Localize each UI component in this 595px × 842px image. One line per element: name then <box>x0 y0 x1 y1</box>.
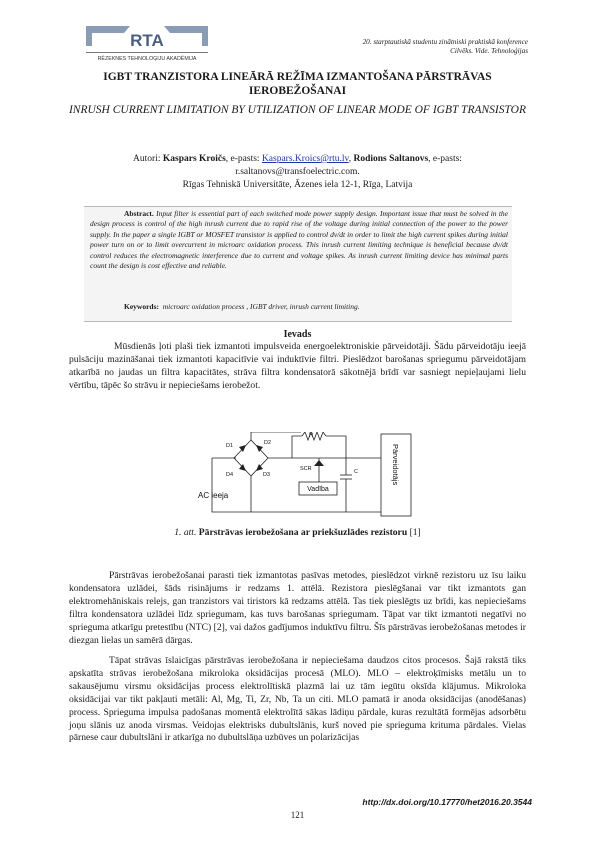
paragraph-2: Pārstrāvas ierobežošanai parasti tiek izmantotas pasīvas metodes, pieslēdzot virknē rezistoru uz īsu laiku kondensatora uzlādei, šāds risinājums ir redzams 1. attēlā. Rezistora pieslēgšanai var tikt izmantots gan elektromehāniskais relejs, gan tranzistors vai tiristors kā redzams attēlā. Tas tiek pieslēgts uz brīdi, kas nepieciešams filtra kondensatora uzlādei līdz spriegumam, kas tuvs barošanas spriegumam. Tāpat var tikt izmantoti negatīvi no sprieguma atkarīgu pretestību (NTC) [2], vai dažos gadījumos induktīvu filtru. Šīs pārstrāvas ierobežošanas metodes ir diezgan lielas un samērā dārgas. <box>69 570 526 646</box>
keywords <box>124 302 514 311</box>
caption-reference: [1] <box>409 527 421 538</box>
author2-email: r.saltanovs@transfoelectric.com. <box>235 167 360 178</box>
label-d2: D2 <box>264 440 272 446</box>
title-english: INRUSH CURRENT LIMITATION BY UTILIZATION OF LINEAR MODE OF IGBT TRANSISTOR <box>68 104 527 116</box>
authors-line <box>70 153 525 166</box>
affiliation: Rīgas Tehniskā Universitāte, Āzenes iela 12-1, Rīga, Latvija <box>182 180 413 191</box>
label-capacitor: C <box>354 469 358 475</box>
resistor-symbol <box>302 432 326 440</box>
label-d3: D3 <box>263 472 271 478</box>
caption-number: 1. att. <box>174 527 197 538</box>
abstract-label: Abstract. <box>124 209 154 218</box>
logo-text: RTA <box>130 31 164 50</box>
label-control: Vadība <box>307 486 329 493</box>
paragraph-3: Tāpat strāvas īslaicīgas pārstrāvas ierobežošana ir nepieciešama daudzos citos procesos. Šajā rakstā tiks apskatīta strāvas ierobežošana mikroloka oksidācijas procesā (MLO). MLO – elektroķīmisks metālu un to sakausējumu virsmu oksidācijas process elektrolītiskā plazmā lai uz tām iegūtu oksīda klājumus. Mikroloka oksidācijai var tikt pakļauti metāli: Al, Mg, Ti, Zr, Nb, Ta un citi. MLO pamatā ir anoda oksidācijas (anodēšanas) process. Sprieguma impulsa padošanas momentā elektrolītā sākas lādiņu pārdale, kuras rezultātā formējas adsorbētu joņu slānis uz anoda virsmas. Veidojas elektrisks dubultslānis, kurš noved pie sprieguma krituma pārdales. Vielas pārnese caur dubultslāni ir atkarīga no dubultslāņa uzbūves un polarizācijas <box>69 655 526 744</box>
label-scr: SCR <box>300 466 312 472</box>
page-number: 121 <box>290 810 305 820</box>
abstract <box>90 209 508 271</box>
caption-text: Pārstrāvas ierobežošana ar priekšuzlādes rezistoru <box>198 527 408 538</box>
author2-name: Rodions Saltanovs <box>353 154 429 164</box>
paragraph-1: Mūsdienās ļoti plaši tiek izmantoti impulsveida energoelektroniskie pārveidotāji. Šādu pārveidotāju ieejā pulsāciju mazināšanai tiek izmantoti kapacitīvie vai induktīvie filtri. Pieslēdzot barošanas spriegumu pārveidotājam atkarībā no jaudas un filtra kapacitātes, strāva filtra kondensatorā sākotnējā brīdī var sasniegt nepieļaujami lielu vērtību, tāpēc šo strāvu ir nepieciešams ierobežot. <box>69 341 526 391</box>
label-d1: D1 <box>226 443 234 449</box>
diode-d1-symbol <box>239 445 246 452</box>
circuit-figure <box>196 432 421 517</box>
rta-logo <box>80 22 215 64</box>
authors-block <box>70 153 525 193</box>
label-converter: Pārveidotājs <box>391 444 400 486</box>
diode-d4-symbol <box>239 464 246 471</box>
keywords-label: Keywords: <box>124 302 159 311</box>
conference-info <box>268 38 528 56</box>
label-d4: D4 <box>226 472 234 478</box>
logo-shape-right <box>164 26 208 46</box>
email-label1: , e-pasts: <box>225 154 262 164</box>
section-title: Ievads <box>283 329 312 340</box>
scr-symbol <box>314 460 324 466</box>
author1-email-link[interactable]: Kaspars.Kroics@rtu.lv <box>261 154 349 164</box>
email-label2: , e-pasts: <box>428 154 462 164</box>
keywords-text: microarc oxidation process , IGBT driver, inrush current limiting. <box>162 302 360 311</box>
diode-d3-symbol <box>256 464 263 471</box>
doi-link[interactable]: http://dx.doi.org/10.17770/het2016.20.3544 <box>362 797 532 807</box>
conference-line1: 20. starptautiskā studentu zinātniski praktiskā konference <box>362 38 528 46</box>
abstract-text: Input filter is essential part of each switched mode power supply design. Important issue that must be solved in the design process is control of the high inrush current due to rapid rise of the voltage during initial connection of the power to the power supply. In the paper a single IGBT or MOSFET transistor is applied to control dv/dt in order to limit the high current spikes during initial power turn on or to limit overcurrent in microarc oxidation process. This inrush current limiting technique is beneficial because dv/dt control reduces the electromagnetic interference due to current and voltage spikes. As inrush current limiting device has minimal parts count the design is cost effective and reliable. <box>90 209 509 271</box>
label-ac-input: AC ieeja <box>198 491 229 500</box>
author1-name: Kaspars Kroičs <box>162 154 226 164</box>
figure-caption <box>0 527 595 538</box>
circuit-diagram <box>196 432 421 517</box>
diode-d2-symbol <box>256 445 263 452</box>
authors-separator: , <box>348 154 354 164</box>
title-latvian: IGBT TRANZISTORA LINEĀRĀ REŽĪMA IZMANTOŠANA PĀRSTRĀVAS IEROBEŽOŠANAI <box>103 71 492 97</box>
logo-divider <box>86 52 208 53</box>
logo-subtitle: RĒZEKNES TEHNOLOĢIJU AKADĒMIJA <box>97 56 197 62</box>
rta-logo-graphic <box>80 22 215 64</box>
logo-shape-left <box>86 26 130 46</box>
conference-line2: Cilvēks. Vide. Tehnoloģijas <box>450 47 528 55</box>
authors-prefix: Autori: <box>133 154 163 164</box>
label-r: R <box>309 433 314 439</box>
